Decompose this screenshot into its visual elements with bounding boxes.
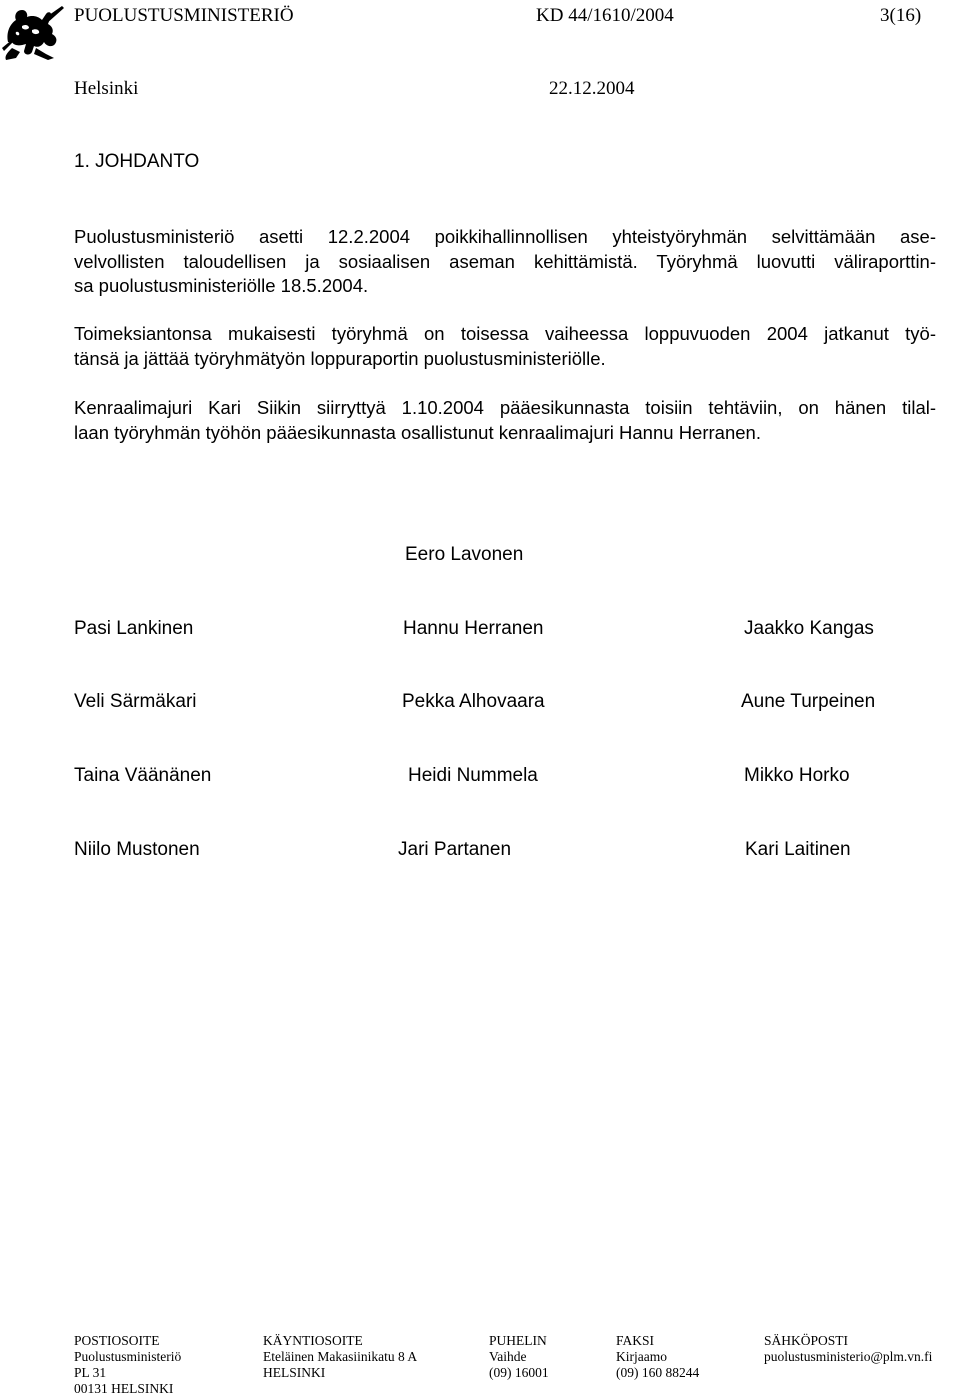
signature-chair: Eero Lavonen — [405, 544, 524, 565]
signature-name: Pekka Alhovaara — [402, 691, 545, 712]
signature-name: Mikko Horko — [744, 765, 850, 786]
footer-heading: SÄHKÖPOSTI — [764, 1333, 849, 1348]
footer-heading: POSTIOSOITE — [74, 1333, 160, 1348]
paragraph-line: sa puolustusministeriölle 18.5.2004. — [74, 275, 369, 296]
footer-line: (09) 160 88244 — [616, 1365, 700, 1380]
paragraph-line: tänsä ja jättää työryhmätyön loppuraportin puolustusministeriölle. — [74, 347, 606, 369]
footer-line: Kirjaamo — [616, 1349, 667, 1364]
footer-heading: FAKSI — [616, 1333, 655, 1348]
footer-line: (09) 16001 — [489, 1365, 549, 1380]
paragraph-line: Puolustusministeriö asetti 12.2.2004 poikkihallinnollisen yhteistyöryhmän selvittämään ase- — [74, 226, 936, 247]
document-reference: KD 44/1610/2004 — [536, 5, 674, 26]
footer-visiting-address — [263, 1333, 417, 1381]
footer-phone — [489, 1333, 549, 1381]
signature-name: Jari Partanen — [398, 839, 512, 860]
footer-email — [764, 1333, 932, 1365]
signature-name: Hannu Herranen — [403, 618, 544, 639]
footer-line: HELSINKI — [263, 1365, 326, 1380]
footer-line: 00131 HELSINKI — [74, 1381, 174, 1396]
paragraph-1 — [74, 225, 936, 299]
signature-name: Pasi Lankinen — [74, 618, 194, 639]
footer-heading: PUHELIN — [489, 1333, 547, 1348]
signature-name: Taina Väänänen — [74, 765, 212, 786]
place: Helsinki — [74, 78, 139, 99]
email-link[interactable]: puolustusministerio@plm.vn.fi — [764, 1349, 933, 1364]
paragraph-line: Kenraalimajuri Kari Siikin siirryttyä 1.10.2004 pääesikunnasta toisiin tehtäviin, on hänen tilal- — [74, 397, 936, 418]
paragraph-line: velvollisten taloudellisen ja sosiaalisen aseman kehittämistä. Työryhmä luovutti väliraporttin- — [74, 250, 936, 272]
paragraph-2 — [74, 322, 936, 371]
footer-fax — [616, 1333, 699, 1381]
paragraph-line: Toimeksiantonsa mukaisesti työryhmä on toisessa vaiheessa loppuvuoden 2004 jatkanut työ- — [74, 323, 936, 344]
signature-name: Niilo Mustonen — [74, 839, 200, 860]
signature-name: Aune Turpeinen — [741, 691, 876, 712]
paragraph-3 — [74, 396, 936, 445]
section-heading: 1. JOHDANTO — [74, 151, 200, 172]
footer-heading: KÄYNTIOSOITE — [263, 1333, 363, 1348]
page-number: 3(16) — [880, 5, 922, 26]
footer-line: Puolustusministeriö — [74, 1349, 182, 1364]
signature-name: Heidi Nummela — [408, 765, 538, 786]
footer-line: PL 31 — [74, 1365, 107, 1380]
paragraph-line: laan työryhmän työhön pääesikunnasta osallistunut kenraalimajuri Hannu Herranen. — [74, 421, 761, 443]
finnish-lion-coat-of-arms-icon — [2, 2, 66, 62]
date: 22.12.2004 — [549, 78, 635, 99]
footer-line: Eteläinen Makasiinikatu 8 A — [263, 1349, 418, 1364]
signature-name: Kari Laitinen — [745, 839, 851, 860]
organization-name: PUOLUSTUSMINISTERIÖ — [74, 5, 294, 26]
signature-name: Veli Särmäkari — [74, 691, 197, 712]
signature-name: Jaakko Kangas — [744, 618, 874, 639]
footer-line: Vaihde — [489, 1349, 527, 1364]
footer-postal-address — [74, 1333, 181, 1397]
